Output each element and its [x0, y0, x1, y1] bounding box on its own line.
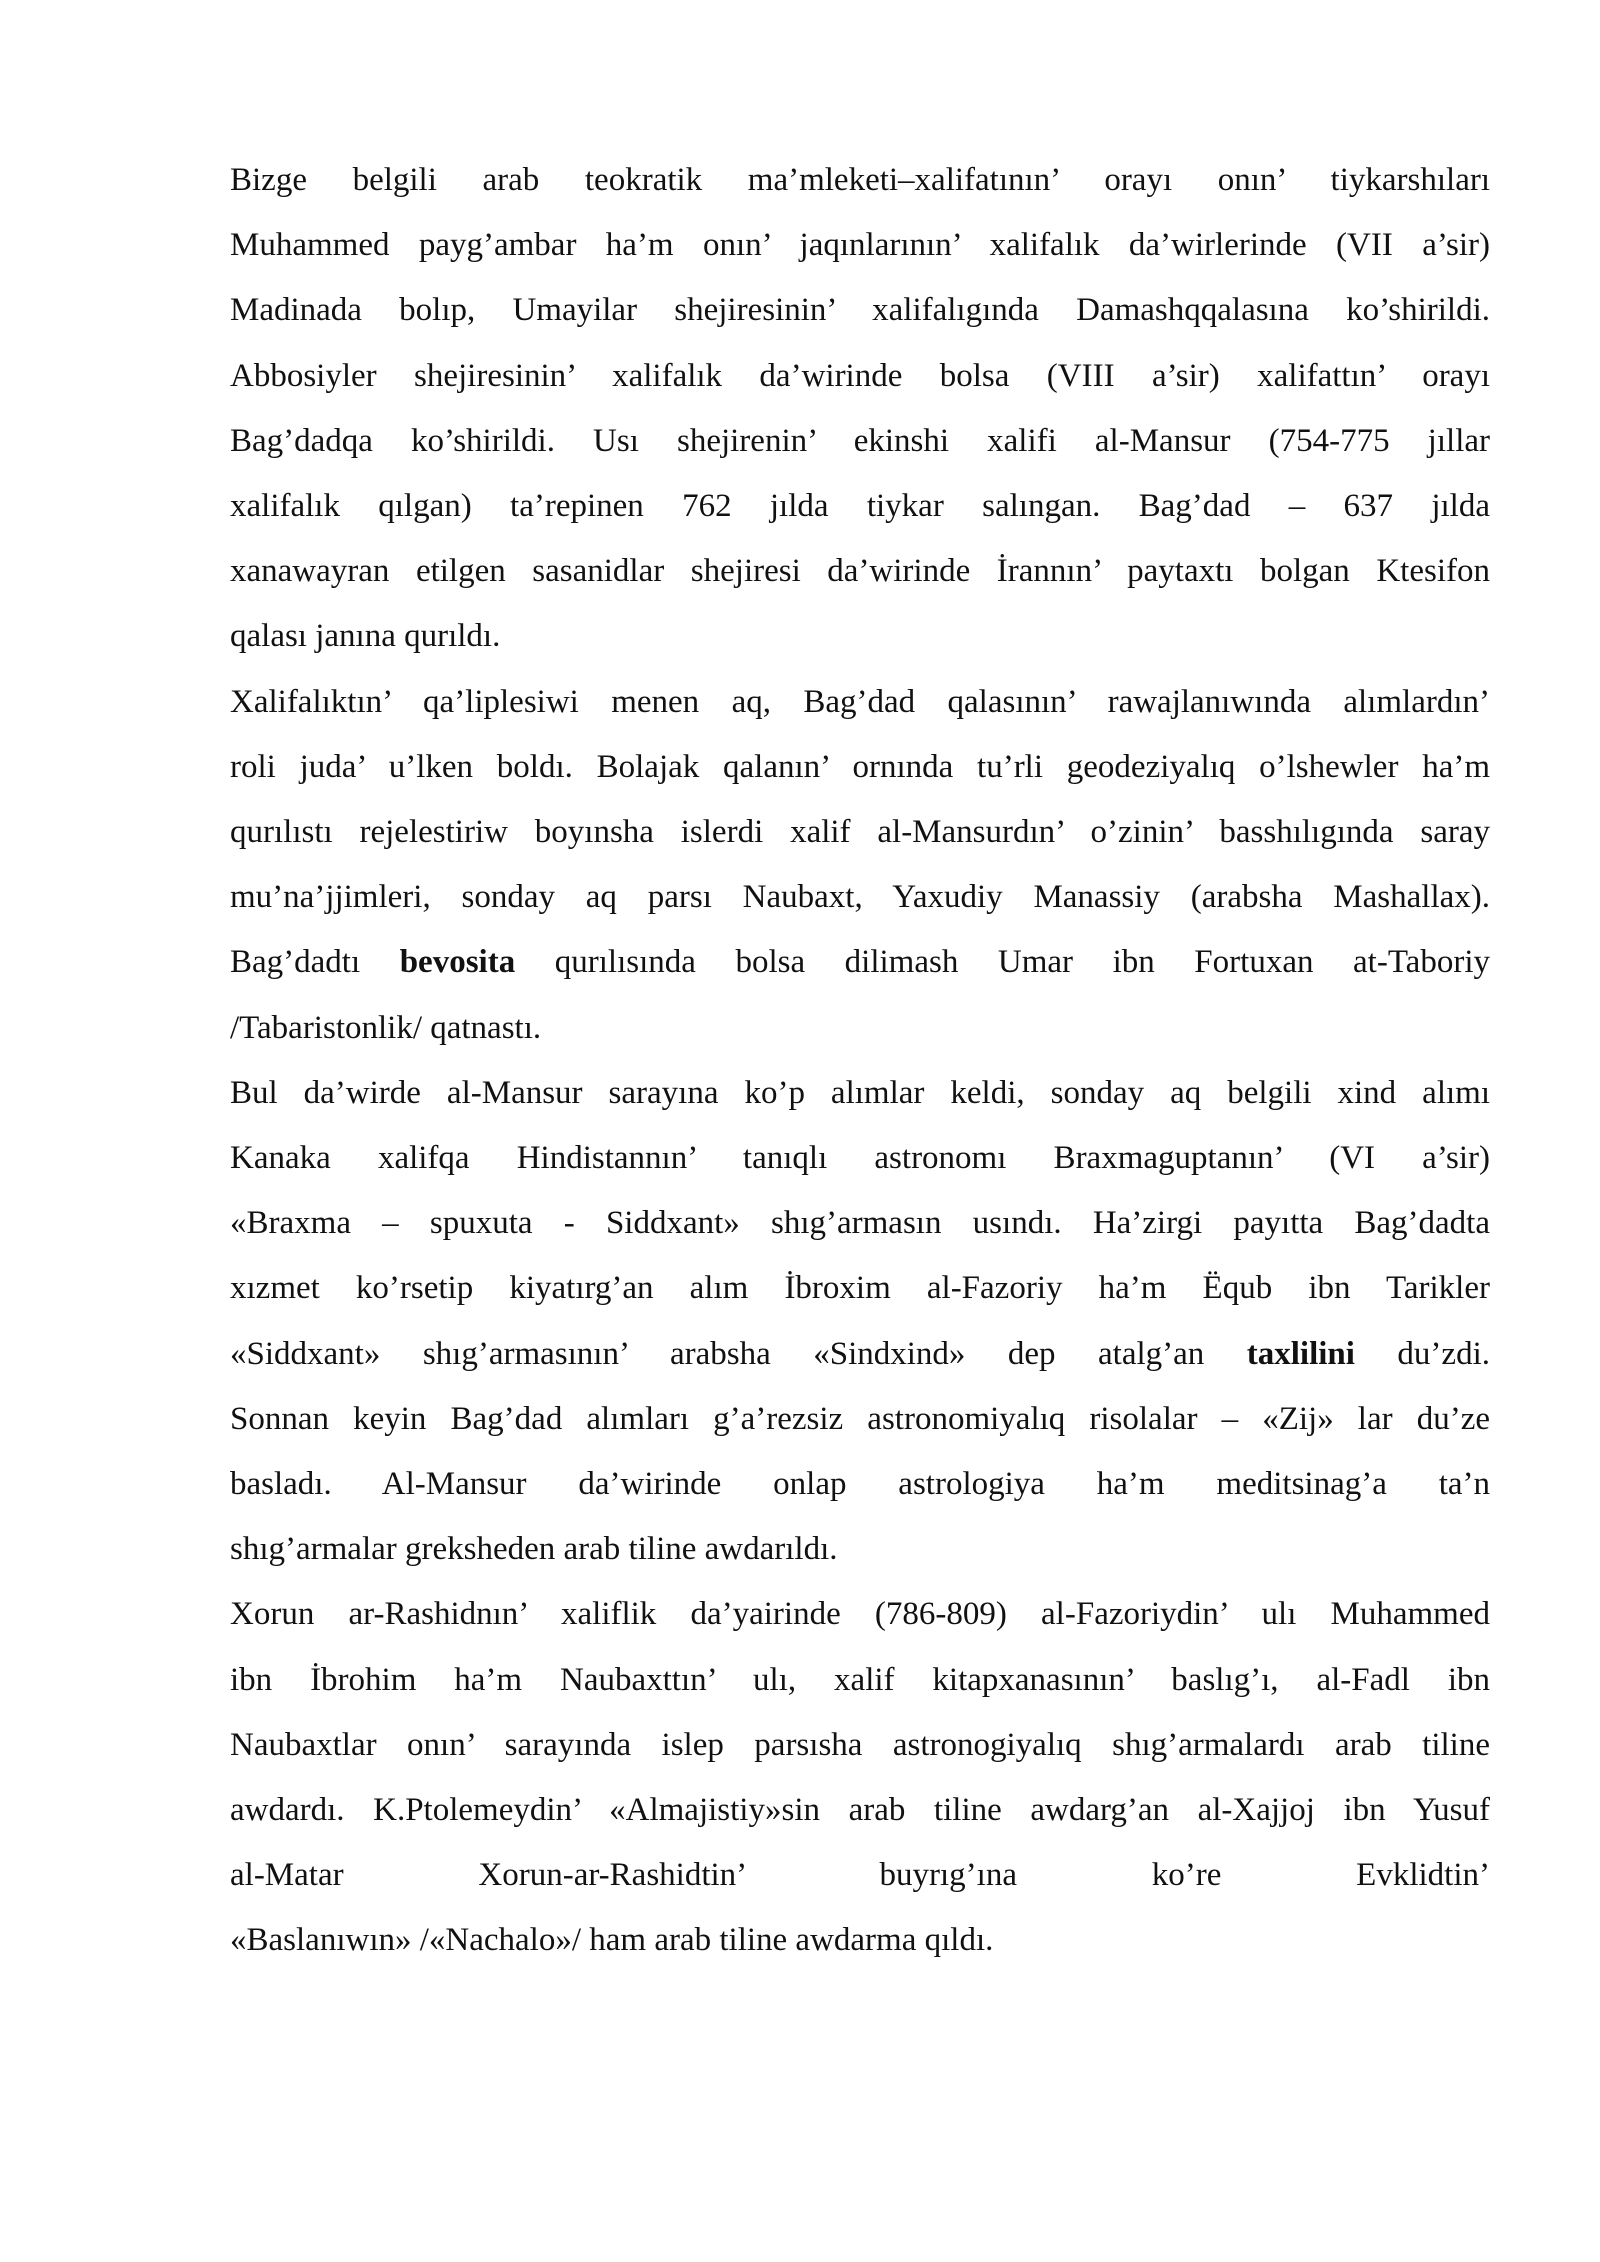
text-line: Muhammed payg’ambar ha’m onın’ jaqınlarının’ xalifalık da’wirlerinde (VII a’sir) — [230, 227, 1490, 264]
text-line: Kanaka xalifqa Hindistannın’ tanıqlı astronomı Braxmaguptanın’ (VI a’sir) — [230, 1140, 1490, 1177]
text-line: «Baslanıwın» /«Nachalo»/ ham arab tiline awdarma qıldı. — [230, 1922, 994, 1959]
document-body — [230, 148, 1490, 1974]
text-line: xanawayran etilgen sasanidlar shejiresi da’wirinde İrannın’ paytaxtı bolgan Ktesifon — [230, 553, 1490, 590]
text-line: al-Matar Xorun-ar-Rashidtin’ buyrıg’ına ko’re Evklidtin’ — [230, 1857, 1490, 1894]
text-line: Madinada bolıp, Umayilar shejiresinin’ xalifalıgında Damashqqalasına ko’shirildi. — [230, 292, 1490, 329]
text-line: Bizge belgili arab teokratik ma’mleketi–xalifatının’ orayı onın’ tiykarshıları — [230, 162, 1490, 198]
paragraph-4 — [230, 1582, 1490, 1973]
text-line: Abbosiyler shejiresinin’ xalifalık da’wirinde bolsa (VIII a’sir) xalifattın’ orayı — [230, 357, 1490, 394]
paragraph-3 — [230, 1061, 1490, 1583]
text-line: Xorun ar-Rashidnın’ xaliflik da’yairinde (786-809) al-Fazoriydin’ ulı Muhammed — [230, 1596, 1490, 1633]
bold-word: bevosita — [399, 944, 516, 981]
text-line: awdardı. K.Ptolemeydin’ «Almajistiy»sin arab tiline awdarg’an al-Xajjoj ibn Yusuf — [230, 1792, 1490, 1829]
text-segment: du’zdi. — [1354, 1335, 1490, 1372]
text-line: Bag’dadqa ko’shirildi. Usı shejirenin’ ekinshi xalifi al-Mansur (754-775 jıllar — [230, 422, 1490, 459]
text-line: ibn İbrohim ha’m Naubaxttın’ ulı, xalif kitapxanasının’ baslıg’ı, al-Fadl ibn — [230, 1661, 1490, 1698]
text-segment: Bag’dadtı — [230, 944, 400, 981]
text-line: Naubaxtlar onın’ sarayında islep parsısha astronogiyalıq shıg’armalardı arab tiline — [230, 1726, 1490, 1763]
text-line: Sonnan keyin Bag’dad alımları g’a’rezsiz astronomiyalıq risolalar – «Zij» lar du’ze — [230, 1400, 1490, 1437]
text-line: mu’na’jjimleri, sonday aq parsı Naubaxt, Yaxudiy Manassiy (arabsha Mashallax). — [230, 879, 1490, 916]
text-line: qurılıstı rejelestiriw boyınsha islerdi xalif al-Mansurdın’ o’zinin’ basshılıgında saray — [230, 814, 1490, 851]
text-line: Xalifalıktın’ qa’liplesiwi menen aq, Bag’dad qalasının’ rawajlanıwında alımlardın’ — [230, 683, 1490, 720]
text-line: shıg’armalar greksheden arab tiline awdarıldı. — [230, 1531, 838, 1568]
paragraph-2 — [230, 670, 1490, 1061]
text-line: qalası janına qurıldı. — [230, 618, 501, 655]
text-segment: «Siddxant» shıg’armasının’ arabsha «Sindxind» dep atalg’an — [230, 1335, 1247, 1372]
bold-word: taxlilini — [1246, 1335, 1355, 1372]
text-line: /Tabaristonlik/ qatnastı. — [230, 1009, 542, 1046]
text-line-with-bold — [230, 930, 1490, 995]
text-line: «Braxma – spuxuta - Siddxant» shıg’armasın usındı. Ha’zirgi payıtta Bag’dadta — [230, 1205, 1490, 1242]
text-line-with-bold — [230, 1322, 1490, 1387]
text-line: roli juda’ u’lken boldı. Bolajak qalanın’ ornında tu’rli geodeziyalıq o’lshewler ha’m — [230, 748, 1490, 785]
text-line: xızmet ko’rsetip kiyatırg’an alım İbroxim al-Fazoriy ha’m Ëqub ibn Tarikler — [230, 1270, 1490, 1307]
text-line: xalifalık qılgan) ta’repinen 762 jılda tiykar salıngan. Bag’dad – 637 jılda — [230, 488, 1490, 525]
text-line: basladı. Al-Mansur da’wirinde onlap astrologiya ha’m meditsinag’a ta’n — [230, 1466, 1490, 1503]
text-line: Bul da’wirde al-Mansur sarayına ko’p alımlar keldi, sonday aq belgili xind alımı — [230, 1074, 1490, 1111]
text-segment: qurılısında bolsa dilimash Umar ibn Fortuxan at-Taboriy — [515, 944, 1490, 981]
paragraph-1 — [230, 148, 1490, 670]
